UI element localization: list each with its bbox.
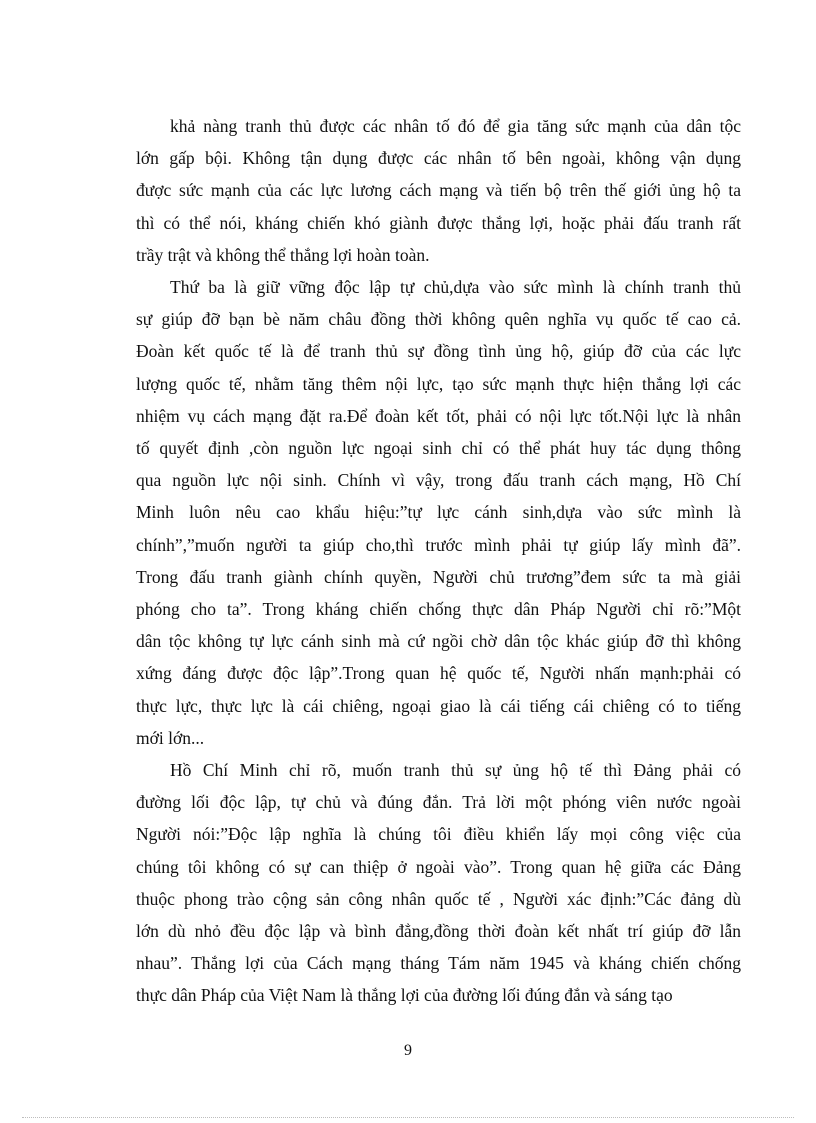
text-line: được sức mạnh của các lực lương cách mạng và tiến bộ trên thế giới ủng hộ ta <box>136 180 741 201</box>
text-line: sự giúp đỡ bạn bè năm châu đồng thời không quên nghĩa vụ quốc tế cao cả. <box>136 309 741 330</box>
text-line: thực lực, thực lực là cái chiêng, ngoại giao là cái tiếng cái chiêng có to tiếng <box>136 695 741 716</box>
text-line: Đoàn kết quốc tế là để tranh thủ sự đồng tình ủng hộ, giúp đỡ của các lực <box>136 341 741 362</box>
text-line: phóng cho ta”. Trong kháng chiến chống thực dân Pháp Người chỉ rõ:”Một <box>136 599 741 620</box>
text-line: lượng quốc tế, nhằm tăng thêm nội lực, tạo sức mạnh thực hiện thắng lợi các <box>136 373 741 394</box>
text-line: mới lớn... <box>136 727 205 748</box>
paragraph-1 <box>136 110 741 271</box>
text-line: thì có thể nói, kháng chiến khó giành được thắng lợi, hoặc phải đấu tranh rất <box>136 212 741 233</box>
text-line: tố quyết định ,còn nguồn lực ngoại sinh chỉ có thể phát huy tác dụng thông <box>136 438 741 459</box>
text-line: nhau”. Thắng lợi của Cách mạng tháng Tám năm 1945 và kháng chiến chống <box>136 953 741 974</box>
text-line: chính”,”muốn người ta giúp cho,thì trước mình phải tự giúp lấy mình đã”. <box>136 534 741 555</box>
text-line: thực dân Pháp của Việt Nam là thắng lợi của đường lối đúng đắn và sáng tạo <box>136 985 673 1006</box>
text-line: chúng tôi không có sự can thiệp ở ngoài vào”. Trong quan hệ giữa các Đảng <box>136 856 741 877</box>
text-line: trầy trật và không thể thắng lợi hoàn toàn. <box>136 244 430 265</box>
text-line: Hồ Chí Minh chỉ rõ, muốn tranh thủ sự ủng hộ tế thì Đảng phải có <box>170 760 741 781</box>
text-line: Thứ ba là giữ vững độc lập tự chủ,dựa vào sức mình là chính tranh thủ <box>170 277 741 298</box>
page-bottom-border <box>22 1117 794 1118</box>
body-text <box>136 110 741 1012</box>
text-line: nhiệm vụ cách mạng đặt ra.Để đoàn kết tốt, phải có nội lực tốt.Nội lực là nhân <box>136 405 741 426</box>
text-line: lớn dù nhỏ đều độc lập và bình đẳng,đồng thời đoàn kết nhất trí giúp đỡ lẫn <box>136 921 741 942</box>
text-line: đường lối độc lập, tự chủ và đúng đắn. Trả lời một phóng viên nước ngoài <box>136 792 741 813</box>
text-line: qua nguồn lực nội sinh. Chính vì vậy, trong đấu tranh cách mạng, Hồ Chí <box>136 470 741 491</box>
text-line: xứng đáng được độc lập”.Trong quan hệ quốc tế, Người nhấn mạnh:phải có <box>136 663 741 684</box>
text-line: Trong đấu tranh giành chính quyền, Người chủ trương”đem sức ta mà giải <box>136 566 741 587</box>
text-line: Người nói:”Độc lập nghĩa là chúng tôi điều khiển lấy mọi công việc của <box>136 824 741 845</box>
paragraph-3 <box>136 754 741 1012</box>
paragraph-2 <box>136 271 741 754</box>
text-line: khả nàng tranh thủ được các nhân tố đó để gia tăng sức mạnh của dân tộc <box>170 116 741 136</box>
text-line: lớn gấp bội. Không tận dụng được các nhân tố bên ngoài, không vận dụng <box>136 148 741 169</box>
page-number: 9 <box>404 1042 412 1059</box>
text-line: dân tộc không tự lực cánh sinh mà cứ ngồi chờ dân tộc khác giúp đỡ thì không <box>136 631 741 652</box>
text-line: thuộc phong trào cộng sản công nhân quốc tế , Người xác định:”Các đảng dù <box>136 888 741 909</box>
text-line: Minh luôn nêu cao khẩu hiệu:”tự lực cánh sinh,dựa vào sức mình là <box>136 502 741 523</box>
